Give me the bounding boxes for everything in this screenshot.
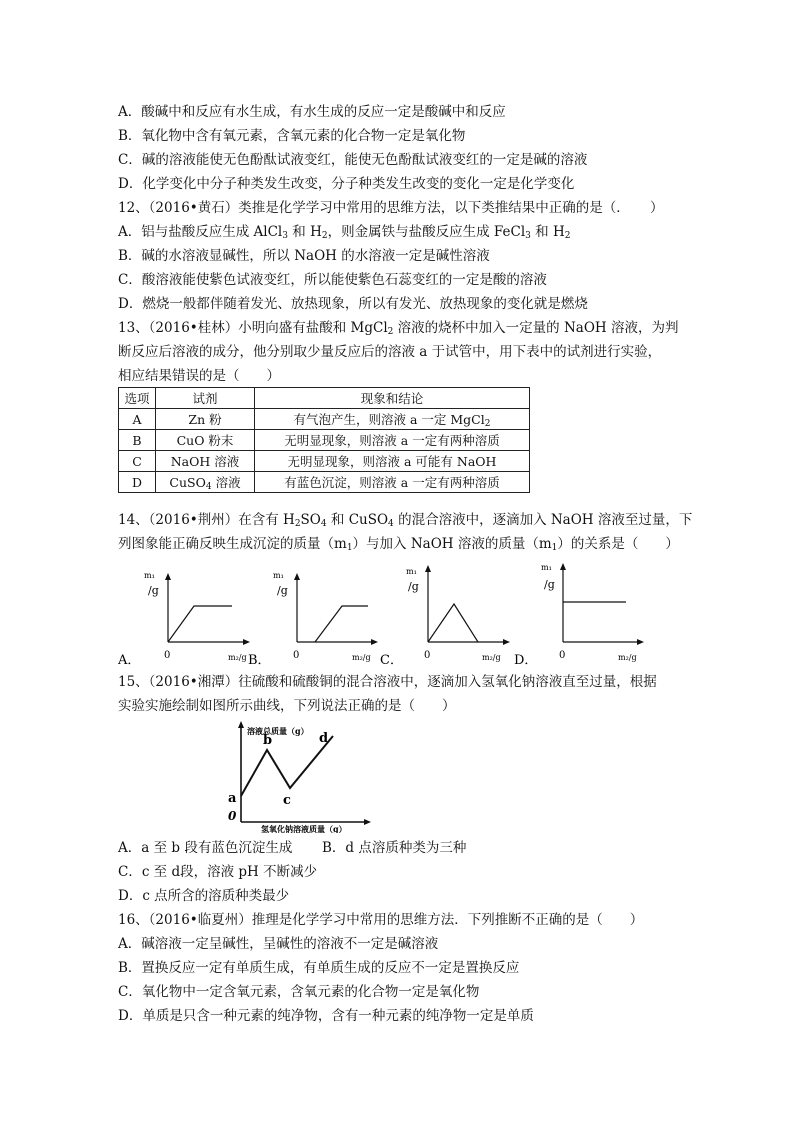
q11-option-a: A．酸碱中和反应有水生成，有水生成的反应一定是酸碱中和反应 [118,104,506,120]
q14-letter-d: D． [514,653,538,668]
q14-graphs [110,560,690,670]
q13-table-header [119,388,530,409]
q13-cell-result: 无明显现象，则溶液 a 一定有两种溶质 [255,430,530,451]
y-axis-unit: /g [277,584,288,597]
q15-option-a: A．a 至 b 段有蓝色沉淀生成 [118,840,293,856]
q12-option-c: C．酸溶液能使紫色试液变红，所以能使紫色石蕊变红的一定是酸的溶液 [118,272,547,288]
q15-graph [225,718,375,833]
y-axis-arrow [294,573,300,580]
q13-cell-result: 有蓝色沉淀，则溶液 a 一定有两种溶质 [255,472,530,493]
q11-option-b: B．氧化物中含有氧元素，含氧元素的化合物一定是氧化物 [118,128,466,144]
q13-cell-result: 有气泡产生，则溶液 a 一定 MgCl$_2$ [255,409,530,430]
q16-option-d: D．单质是只含一种元素的纯净物，含有一种元素的纯净物一定是单质 [118,1008,534,1024]
q15-origin-label: 0 [228,809,237,823]
q14-graph-a [117,571,250,668]
q13-cell-reagent: NaOH 溶液 [156,451,255,472]
table-row [119,472,530,493]
origin-label: 0 [164,650,171,661]
y-axis-unit: /g [544,578,555,591]
table-row [119,430,530,451]
y-axis-unit: /g [408,580,419,593]
q12-option-a: A．铝与盐酸反应生成 AlCl$_3$ 和 $H_2$，则金属铁与盐酸反应生成 FeCl$_3$ 和 $H_2$ [118,224,571,241]
origin-label: 0 [559,650,566,661]
y-axis-unit: /g [148,584,159,597]
y-axis-label: m₁ [273,571,284,580]
y-axis-label: m₁ [144,571,155,580]
q12-option-d: D．燃烧一般都伴随着发光、放热现象，所以有发光、放热现象的变化就是燃烧 [118,296,588,312]
q14-stem-line2: 列图象能正确反映生成沉淀的质量$(m_1)$与加入 NaOH 溶液的质量$(m_1)$的关系是（ ） [118,536,679,553]
x-axis-arrow [637,639,644,645]
q11-option-d: D．化学变化中分子种类发生改变，分子种类发生改变的变化一定是化学变化 [118,176,575,192]
q14-curve-b [315,606,368,642]
q13-header-result: 现象和结论 [255,388,530,409]
q15-point-b: b [263,733,273,748]
q11-option-c: C．碱的溶液能使无色酚酞试液变红，能使无色酚酞试液变红的一定是碱的溶液 [118,152,588,168]
y-axis-label: m₁ [406,567,417,576]
q13-cell-option: C [119,451,156,472]
q12-option-b: B．碱的水溶液显碱性，所以 NaOH 的水溶液一定是碱性溶液 [118,248,490,264]
q13-cell-option: B [119,430,156,451]
x-axis-arrow [503,639,510,645]
q12-stem: 12、（2016•黄石）类推是化学学习中常用的思维方法，以下类推结果中正确的是（． ） [118,200,664,216]
q15-option-b: B．d 点溶质种类为三种 [322,840,467,856]
q16-option-b: B．置换反应一定有单质生成，有单质生成的反应不一定是置换反应 [118,960,520,976]
q15-point-c: c [283,793,291,808]
x-axis-label: m₂/g [618,653,637,662]
origin-label: 0 [293,650,300,661]
q14-letter-a: A． [118,653,141,668]
q16-option-a: A．碱溶液一定呈碱性，呈碱性的溶液不一定是碱溶液 [118,936,439,952]
q14-graph-c [380,565,510,668]
q15-y-axis-label: 溶液总质量（g） [247,726,309,736]
q15-stem-line2: 实验实施绘制如图所示曲线，下列说法正确的是（ ） [118,698,456,714]
q13-header-option: 选项 [119,388,156,409]
q13-cell-reagent: CuO 粉末 [156,430,255,451]
q14-curve-a [168,606,232,642]
q13-cell-option: D [119,472,156,493]
q15-option-d: D．c 点所含的溶质种类最少 [118,888,290,904]
x-axis-arrow [371,639,378,645]
q13-table [118,387,530,493]
q13-stem-line2: 断反应后溶液的成分，他分别取少量反应后的溶液 a 于试管中，用下表中的试剂进行实验， [118,344,662,360]
q15-point-d: d [319,731,329,746]
table-row [119,409,530,430]
q13-header-reagent: 试剂 [156,388,255,409]
q15-x-axis-label: 氢氧化钠溶液质量（g） [261,824,347,833]
q13-cell-option: A [119,409,156,430]
origin-label: 0 [424,650,431,661]
y-axis-label: m₁ [541,563,552,572]
x-axis-label: m₂/g [228,653,247,662]
x-axis-arrow [243,639,250,645]
q13-cell-reagent: Zn 粉 [156,409,255,430]
q15-stem-line1: 15、（2016•湘潭）往硫酸和硫酸铜的混合溶液中，逐滴加入氢氧化钠溶液直至过量，根据 [118,674,657,690]
q14-letter-c: C． [380,653,403,668]
q16-option-c: C．氧化物中一定含氧元素，含氧元素的化合物一定是氧化物 [118,984,480,1000]
x-axis-arrow [364,819,371,825]
x-axis-label: m₂/g [482,653,501,662]
table-row [119,451,530,472]
q14-graph-b [248,571,378,668]
q13-stem-line1: 13、（2016•桂林）小明向盛有盐酸和 MgCl$_2$ 溶液的烧杯中加入一定量的 NaOH 溶液，为判 [118,320,679,337]
y-axis-arrow [238,721,244,728]
q14-stem-line1: 14、（2016•荆州）在含有 $H_2SO_4$ 和 CuSO$_4$ 的混合溶液中，逐滴加入 NaOH 溶液至过量，下 [118,512,693,529]
q16-stem: 16、（2016•临夏州）推理是化学学习中常用的思维方法．下列推断不正确的是（ ） [118,912,644,928]
q13-cell-reagent: CuSO$_4$ 溶液 [156,472,255,493]
y-axis-arrow [560,563,566,570]
y-axis-arrow [165,573,171,580]
q15-option-c: C．c 至 d段，溶液 pH 不断减少 [118,864,318,880]
y-axis-arrow [425,565,431,572]
q14-curve-c [428,604,478,642]
q14-letter-b: B． [248,653,271,668]
q15-point-a: a [228,791,237,806]
q13-stem-line3: 相应结果错误的是（ ） [118,368,280,384]
q14-graph-d [514,563,644,668]
q13-cell-result: 无明显现象，则溶液 a 可能有 NaOH [255,451,530,472]
x-axis-label: m₂/g [352,653,371,662]
